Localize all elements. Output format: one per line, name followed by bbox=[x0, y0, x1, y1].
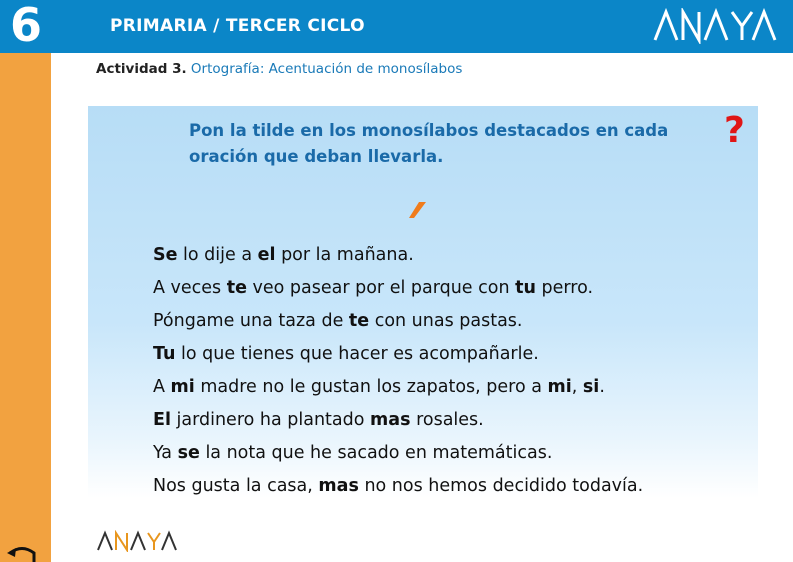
header-bar bbox=[0, 0, 793, 53]
monosyllable-word[interactable]: Se bbox=[153, 245, 178, 265]
footer-anaya-logo bbox=[96, 530, 184, 552]
sentence-item bbox=[153, 305, 643, 338]
grade-badge bbox=[0, 0, 51, 53]
sentence-text: jardinero ha plantado bbox=[170, 410, 371, 430]
sentence-text: con unas pastas. bbox=[369, 311, 523, 331]
back-arrow-icon[interactable] bbox=[6, 544, 38, 562]
sentence-item bbox=[153, 437, 643, 470]
sentence-text: la nota que he sacado en matemáticas. bbox=[199, 443, 553, 463]
sentence-text: perro. bbox=[535, 278, 594, 298]
monosyllable-word[interactable]: mi bbox=[170, 377, 195, 397]
header-title: PRIMARIA / TERCER CICLO bbox=[110, 16, 365, 36]
grade-number: 6 bbox=[9, 0, 42, 52]
sentence-text: lo que tienes que hacer es acompañarle. bbox=[175, 344, 539, 364]
sentence-list bbox=[153, 239, 643, 503]
monosyllable-word[interactable]: El bbox=[153, 410, 171, 430]
sentence-item bbox=[153, 272, 643, 305]
sentence-text: veo pasear por el parque con bbox=[246, 278, 516, 298]
exercise-panel bbox=[88, 106, 758, 498]
left-sidebar bbox=[0, 53, 51, 562]
monosyllable-word[interactable]: si bbox=[582, 377, 600, 397]
monosyllable-word[interactable]: te bbox=[226, 278, 247, 298]
tilde-accent-icon[interactable] bbox=[406, 196, 430, 220]
sentence-text: no nos hemos decidido todavía. bbox=[358, 476, 644, 496]
monosyllable-word[interactable]: te bbox=[348, 311, 370, 331]
sentence-text: Nos gusta la casa, bbox=[153, 476, 319, 496]
sentence-item bbox=[153, 338, 643, 371]
monosyllable-word[interactable]: el bbox=[257, 245, 276, 265]
sentence-text: . bbox=[599, 377, 605, 397]
sentence-item bbox=[153, 239, 643, 272]
sentence-item bbox=[153, 371, 643, 404]
monosyllable-word[interactable]: Tu bbox=[153, 344, 176, 364]
monosyllable-word[interactable]: mi bbox=[547, 377, 572, 397]
sentence-item bbox=[153, 470, 643, 503]
monosyllable-word[interactable]: se bbox=[177, 443, 200, 463]
sentence-text: madre no le gustan los zapatos, pero a bbox=[194, 377, 548, 397]
monosyllable-word[interactable]: mas bbox=[318, 476, 359, 496]
sentence-text: lo dije a bbox=[177, 245, 258, 265]
help-icon[interactable]: ? bbox=[724, 110, 745, 151]
monosyllable-word[interactable]: mas bbox=[370, 410, 411, 430]
sentence-text: A bbox=[153, 377, 171, 397]
activity-number: Actividad 3. bbox=[96, 61, 187, 77]
activity-topic: Ortografía: Acentuación de monosílabos bbox=[190, 61, 463, 77]
activity-heading bbox=[96, 61, 462, 77]
instruction-text: Pon la tilde en los monosílabos destacados en cada oración que deban llevarla. bbox=[189, 121, 669, 166]
sentence-text: Ya bbox=[153, 443, 178, 463]
sentence-text: A veces bbox=[153, 278, 227, 298]
sentence-text: rosales. bbox=[410, 410, 484, 430]
sentence-item bbox=[153, 404, 643, 437]
sentence-text: , bbox=[571, 377, 583, 397]
anaya-logo bbox=[653, 8, 777, 44]
sentence-text: Póngame una taza de bbox=[153, 311, 349, 331]
monosyllable-word[interactable]: tu bbox=[515, 278, 536, 298]
sentence-text: por la mañana. bbox=[275, 245, 414, 265]
